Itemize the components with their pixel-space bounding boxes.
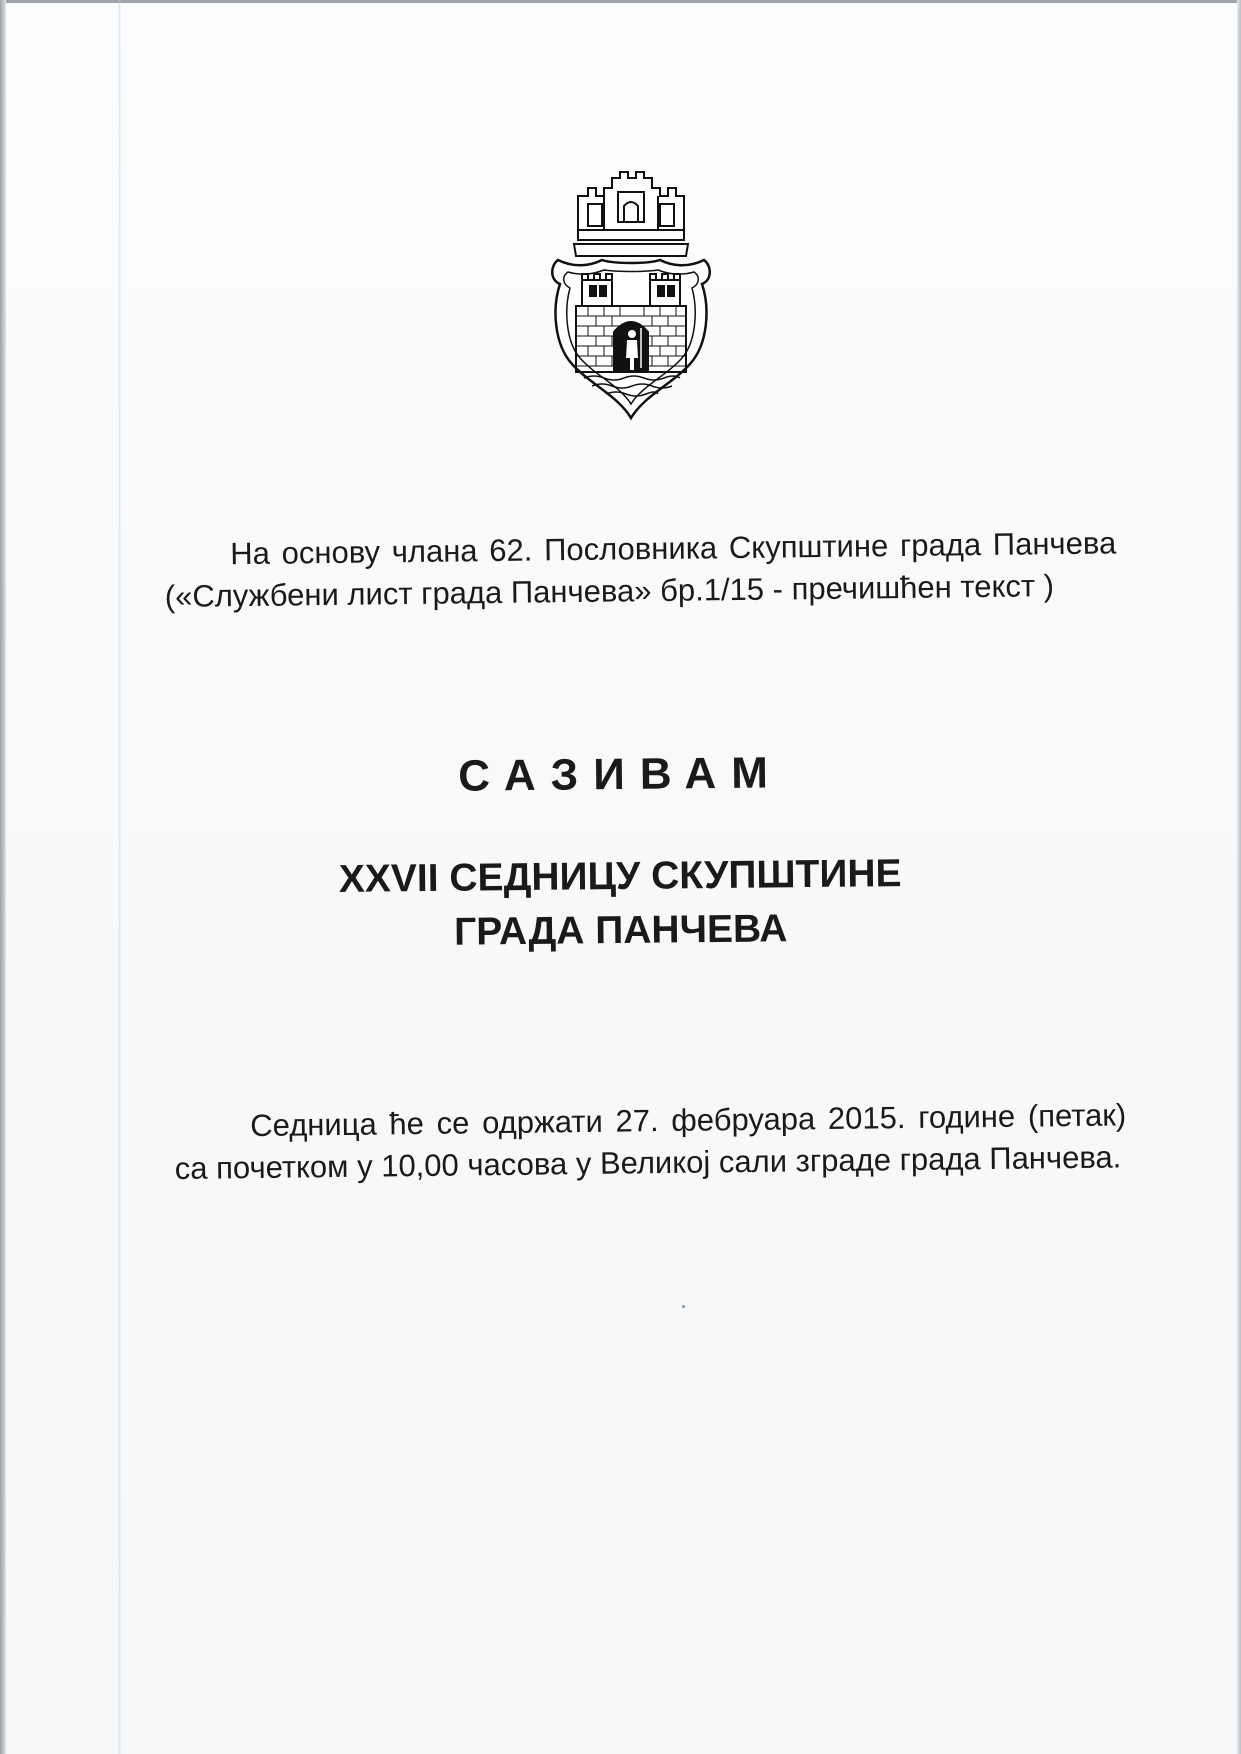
session-title-line-2: ГРАДА ПАНЧЕВА (453, 907, 788, 954)
preamble-text: На основу члана 62. Пословника Скупштине града Панчева («Службени лист града Панчева» бр.1/15 - пречишћен текст ) (164, 525, 1117, 614)
session-details-text: Седница ће се одржати 27. фебруара 2015. године (петак) са почетком у 10,00 часова у Великој сали зграде града Панчева. (174, 1097, 1127, 1186)
convene-heading: САЗИВАМ (457, 748, 784, 801)
scan-speck (682, 1305, 685, 1308)
session-title-line-1: XXVII СЕДНИЦУ СКУПШТИНЕ (338, 852, 902, 901)
session-title (0, 844, 1241, 965)
scan-top-edge (0, 0, 1241, 3)
coat-of-arms-icon (548, 168, 714, 422)
